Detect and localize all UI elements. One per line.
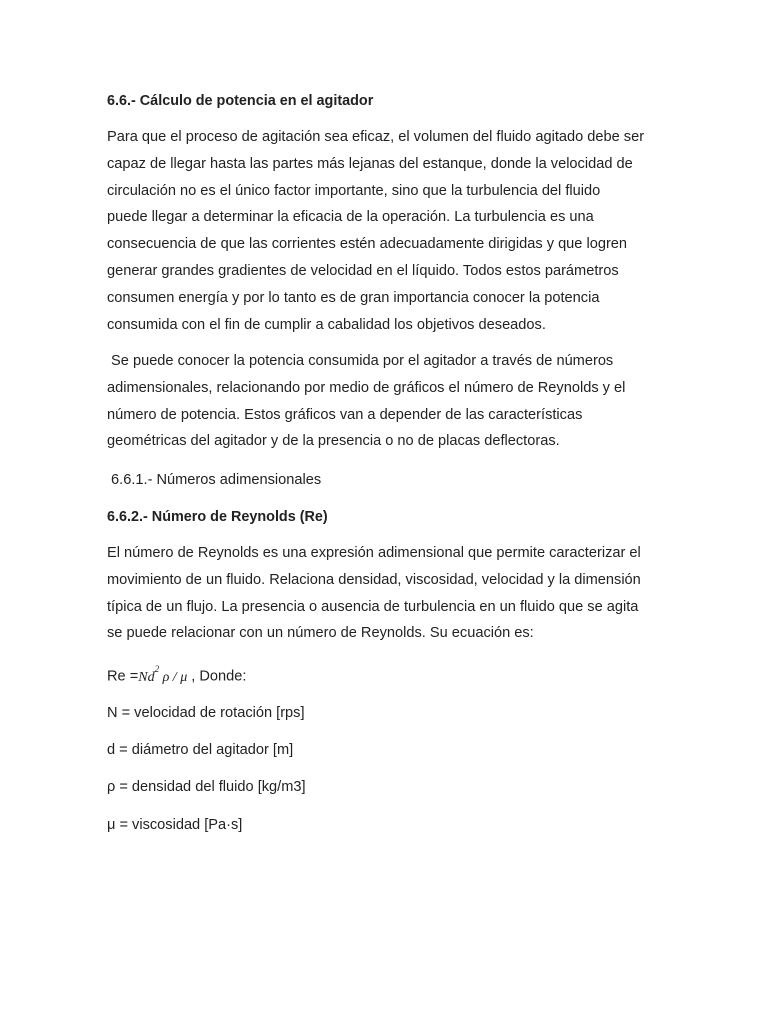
paragraph-power-consumption: [107, 348, 667, 455]
paragraph-line: puede llegar a determinar la eficacia de la operación. La turbulencia es una: [107, 209, 594, 226]
paragraph-line: adimensionales, relacionando por medio de gráficos el número de Reynolds y el: [107, 379, 626, 396]
formula-base: Nd: [138, 669, 155, 685]
paragraph-line: Para que el proceso de agitación sea eficaz, el volumen del fluido agitado debe ser: [107, 129, 645, 145]
paragraph-line: geométricas del agitador y de la presencia o no de placas deflectoras.: [107, 433, 560, 450]
subsection-reynolds-title: 6.6.2.- Número de Reynolds (Re): [107, 509, 328, 525]
formula-prefix: Re =: [107, 668, 139, 685]
paragraph-line: consumen energía y por lo tanto es de gran importancia conocer la potencia: [107, 289, 600, 306]
definition-d: d = diámetro del agitador [m]: [107, 742, 294, 758]
section-title: 6.6.- Cálculo de potencia en el agitador: [107, 93, 374, 109]
formula-suffix: , Donde:: [187, 668, 247, 685]
subsection-dimensionless-numbers: 6.6.1.- Números adimensionales: [107, 472, 322, 488]
paragraph-line: movimiento de un fluido. Relaciona densidad, viscosidad, velocidad y la dimensión: [107, 571, 641, 588]
paragraph-line: circulación no es el único factor importante, sino que la turbulencia del fluido: [107, 182, 601, 199]
formula-expression: [138, 664, 188, 685]
paragraph-reynolds-definition: [107, 540, 667, 647]
paragraph-line: Se puede conocer la potencia consumida por el agitador a través de números: [107, 353, 614, 369]
paragraph-line: El número de Reynolds es una expresión adimensional que permite caracterizar el: [107, 545, 641, 561]
definition-N: N = velocidad de rotación [rps]: [107, 705, 305, 721]
definition-rho: ρ = densidad del fluido [kg/m3]: [107, 779, 306, 795]
paragraph-agitation-efficiency: [107, 124, 667, 338]
paragraph-line: consumida con el fin de cumplir a cabalidad los objetivos deseados.: [107, 316, 546, 333]
definition-mu: μ = viscosidad [Pa·s]: [107, 817, 243, 833]
reynolds-formula: [107, 662, 667, 688]
paragraph-line: se puede relacionar con un número de Reynolds. Su ecuación es:: [107, 625, 534, 642]
paragraph-line: consecuencia de que las corrientes estén adecuadamente dirigidas y que logren: [107, 236, 628, 253]
paragraph-line: generar grandes gradientes de velocidad en el líquido. Todos estos parámetros: [107, 262, 619, 279]
paragraph-line: capaz de llegar hasta las partes más lejanas del estanque, donde la velocidad de: [107, 155, 633, 172]
paragraph-line: número de potencia. Estos gráficos van a depender de las características: [107, 406, 583, 423]
formula-exponent: 2: [154, 664, 160, 674]
paragraph-line: típica de un flujo. La presencia o ausencia de turbulencia en un fluido que se agita: [107, 598, 639, 615]
formula-rest: ρ / μ: [159, 669, 188, 685]
